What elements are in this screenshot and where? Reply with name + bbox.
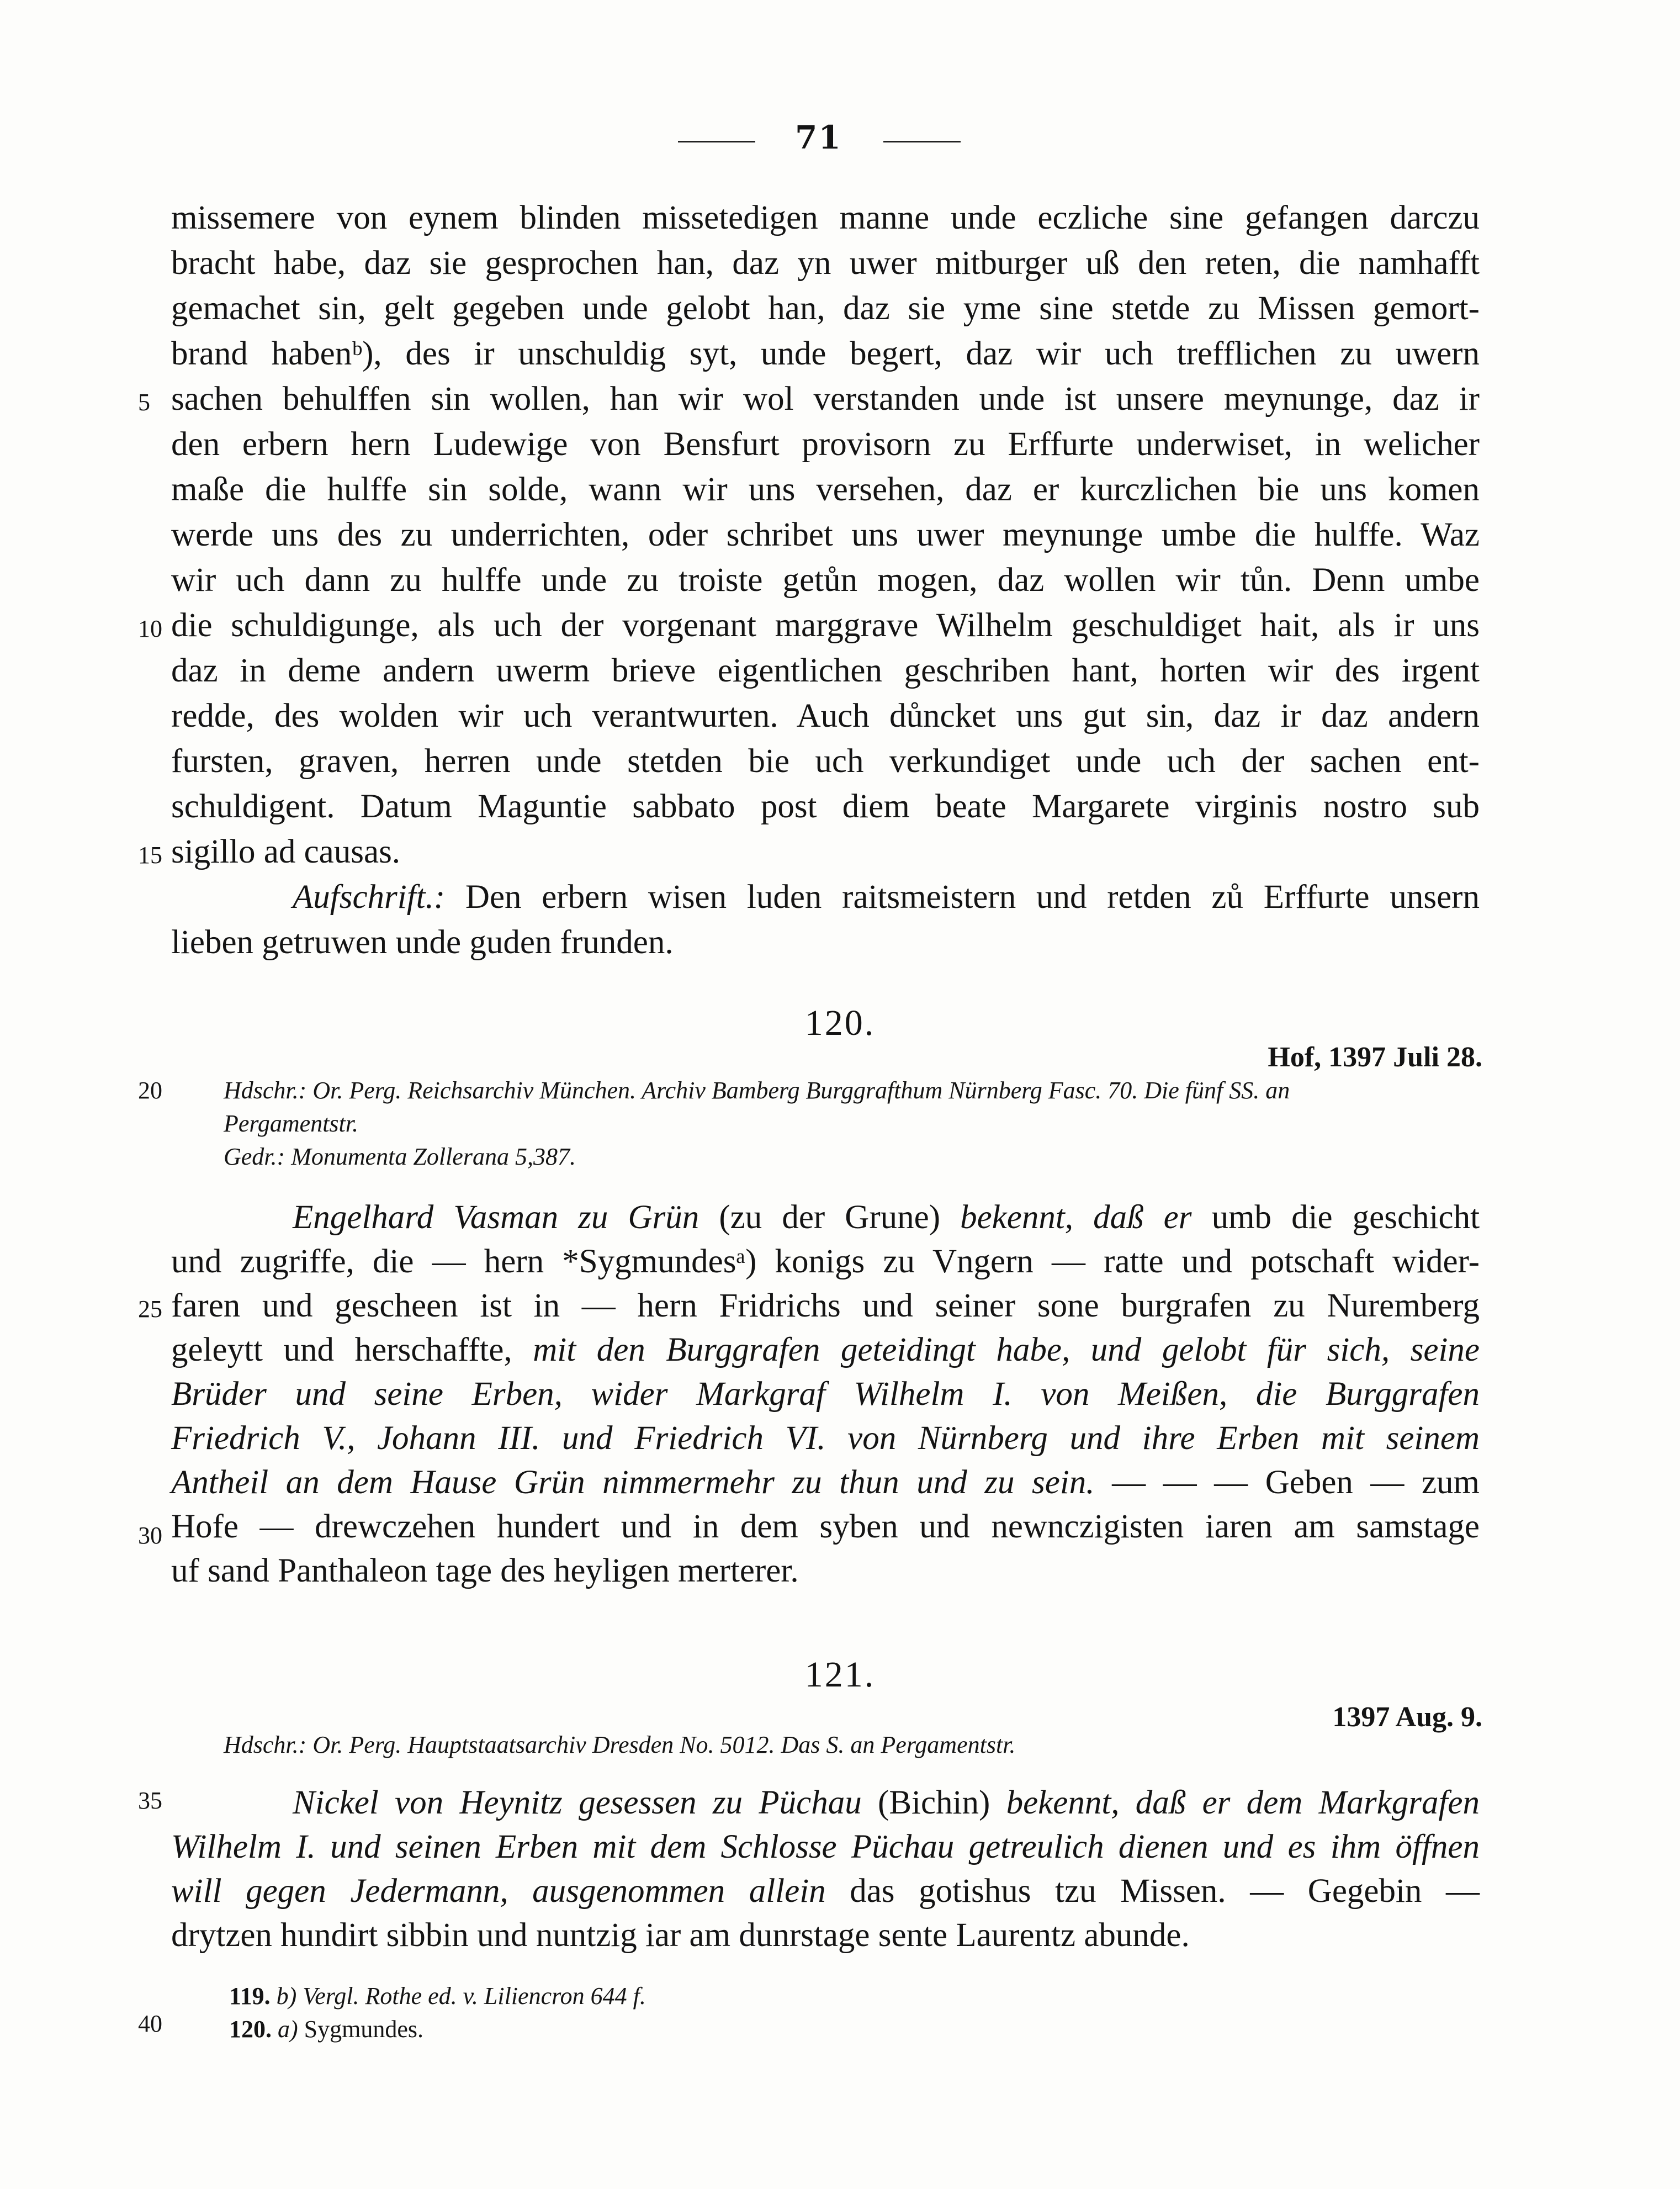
document-date: Hof, 1397 Juli 28. [1268,1041,1482,1073]
text-line: will gegen Jedermann, ausgenommen allein das gotishus tzu Missen. — Gegebin — [171,1873,1480,1910]
text-line: die schuldigunge, als uch der vorgenant marggrave Wilhelm geschuldiget hait, als ir uns [171,607,1480,644]
text-line: Antheil an dem Hause Grün nimmermehr zu thun und zu sein. — — — Geben — zum [171,1464,1480,1501]
manuscript-source: Pergamentstr. [224,1110,359,1137]
document-date: 1397 Aug. 9. [1332,1701,1482,1733]
line-number: 30 [138,1522,162,1549]
text-line: Brüder und seine Erben, wider Markgraf Wilhelm I. von Meißen, die Burggrafen [171,1376,1480,1413]
text-line: Friedrich V., Johann III. und Friedrich VI. von Nürnberg und ihre Erben mit seinem [171,1420,1480,1457]
text-line: brand habenᵇ), des ir unschuldig syt, unde begert, daz wir uch trefflichen zu uwern [171,335,1480,372]
line-number: 10 [138,615,162,642]
text-line: faren und gescheen ist in — hern Fridrichs und seiner sone burgrafen zu Nuremberg [171,1287,1480,1324]
text-line: den erbern hern Ludewige von Bensfurt provisorn zu Erffurte underwiset, in welicher [171,426,1480,463]
text-line: Nickel von Heynitz gesessen zu Püchau (Bichin) bekennt, daß er dem Markgrafen [293,1784,1480,1821]
text-line: geleytt und herschaffte, mit den Burggrafen geteidingt habe, und gelobt für sich, seine [171,1331,1480,1368]
text-line: fursten, graven, herren unde stetden bie uch verkundiget unde uch der sachen ent- [171,743,1480,780]
text-line: Hofe — drewczehen hundert und in dem syben und newnczigisten iaren am samstage [171,1508,1480,1545]
address-label: Aufschrift.: [293,879,446,916]
text-line: werde uns des zu underrichten, oder schribet uns uwer meynunge umbe die hulffe. Waz [171,516,1480,553]
text-line: Engelhard Vasman zu Grün (zu der Grune) bekennt, daß er umb die geschicht [293,1199,1480,1236]
text-line: schuldigent. Datum Maguntie sabbato post diem beate Margarete virginis nostro sub [171,788,1480,825]
address-line [293,875,1480,919]
text-line: daz in deme andern uwerm brieve eigentlichen geschriben hant, horten wir des irgent [171,652,1480,689]
text-line: bracht habe, daz sie gesprochen han, daz yn uwer mitburger uß den reten, die namhafft [171,245,1480,282]
document-number: 120. [804,1003,876,1043]
header-rule-right [883,141,961,142]
line-number: 25 [138,1296,162,1323]
address-line: lieben getruwen unde guden frunden. [171,924,674,961]
document-number: 121. [804,1654,876,1695]
text-line: redde, des wolden wir uch verantwurten. Auch důncket uns gut sin, daz ir daz andern [171,697,1480,734]
footnote: 119. b) Vergl. Rothe ed. v. Liliencron 644 f. [229,1982,646,2010]
line-number: 15 [138,842,162,869]
header-rule-left [678,141,755,142]
text-line: maße die hulffe sin solde, wann wir uns versehen, daz er kurczlichen bie uns komen [171,471,1480,508]
text-line: gemachet sin, gelt gegeben unde gelobt han, daz sie yme sine stetde zu Missen gemort- [171,290,1480,327]
printed-edition: Gedr.: Monumenta Zollerana 5,387. [224,1143,576,1170]
text-line: uf sand Panthaleon tage des heyligen merterer. [171,1552,799,1589]
text-line: und zugriffe, die — hern *Sygmundesᵃ) konigs zu Vngern — ratte und potschaft wider- [171,1243,1480,1280]
line-number: 20 [138,1077,162,1104]
text-line: drytzen hundirt sibbin und nuntzig iar am dunrstage sente Laurentz abunde. [171,1917,1190,1954]
page-header [0,119,1680,157]
manuscript-source: Hdschr.: Or. Perg. Reichsarchiv München. Archiv Bamberg Burggrafthum Nürnberg Fasc. 70. Die fünf SS. an [224,1077,1290,1104]
manuscript-source: Hdschr.: Or. Perg. Hauptstaatsarchiv Dresden No. 5012. Das S. an Pergamentstr. [224,1731,1016,1758]
text-line: Wilhelm I. und seinen Erben mit dem Schlosse Püchau getreulich dienen und es ihm öffnen [171,1828,1480,1865]
text-line: missemere von eynem blinden missetedigen manne unde eczliche sine gefangen darczu [171,199,1480,236]
text-line: wir uch dann zu hulffe unde zu troiste getůn mogen, daz wollen wir tůn. Denn umbe [171,562,1480,599]
line-number: 40 [138,2010,162,2037]
line-number: 5 [138,389,150,416]
footnote: 120. a) Sygmundes. [229,2016,424,2043]
page-number: 71 [795,119,842,156]
line-number: 35 [138,1787,162,1814]
address-text: Den erbern wisen luden raitsmeistern und retden zů Erffurte unsern [465,879,1480,916]
text-line: sigillo ad causas. [171,833,401,870]
text-line: sachen behulffen sin wollen, han wir wol verstanden unde ist unsere meynunge, daz ir [171,380,1480,417]
